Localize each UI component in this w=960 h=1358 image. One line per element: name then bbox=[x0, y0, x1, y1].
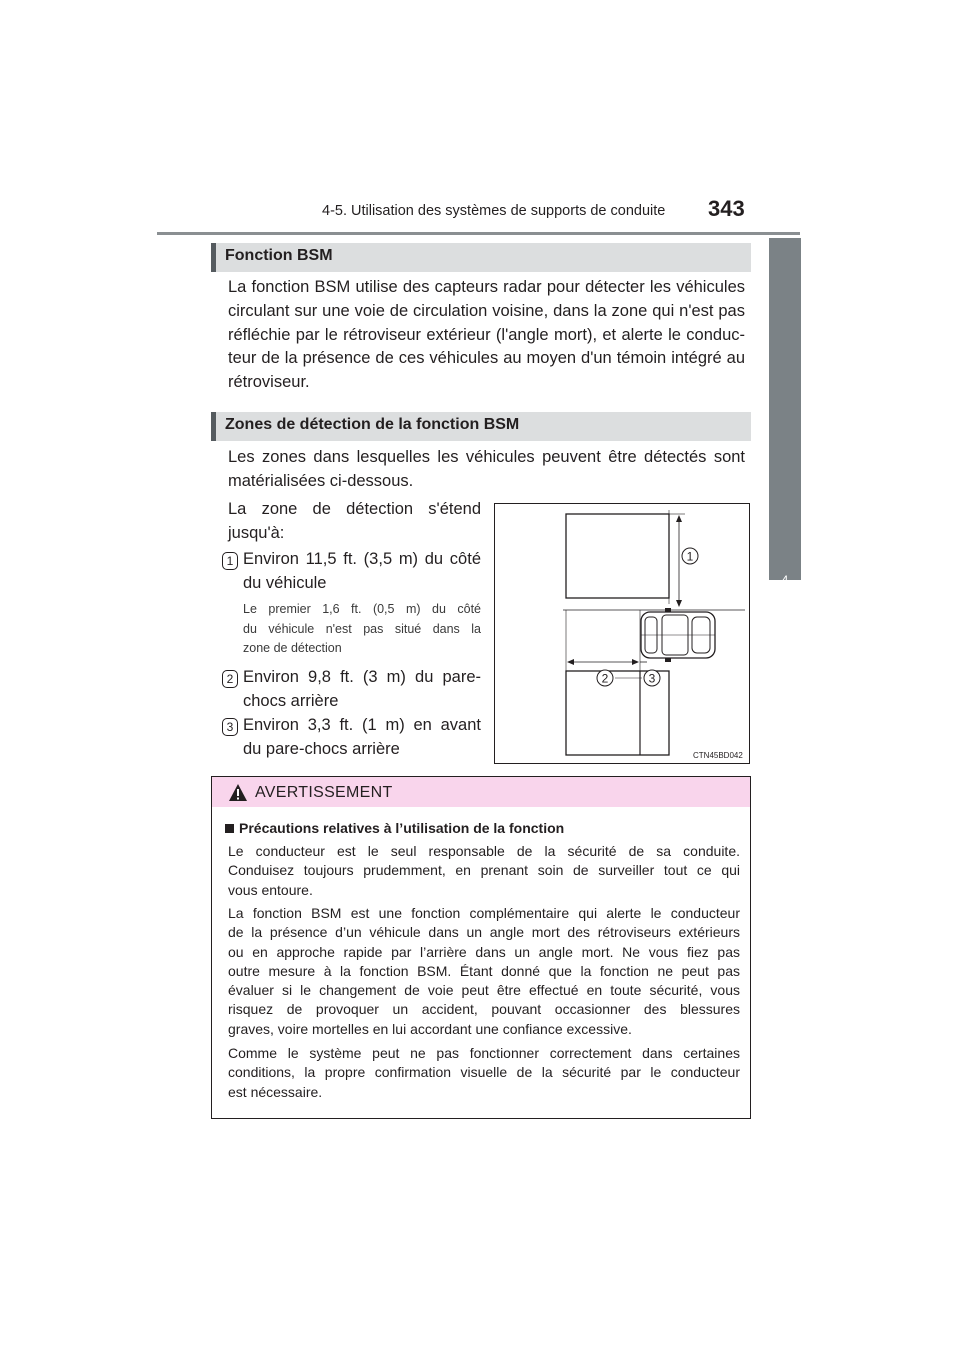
bullet-square-icon bbox=[225, 824, 234, 833]
item-number-1: 1 bbox=[222, 552, 238, 570]
header-section-title: 4-5. Utilisation des systèmes de supports de conduite bbox=[322, 203, 666, 219]
warning-triangle-icon bbox=[228, 783, 248, 802]
chapter-tab-number: 4 bbox=[781, 573, 789, 587]
warning-line: ou en approche rapide par l’arrière dans un angle mort. Ne vous fiez pas bbox=[228, 943, 740, 960]
warning-line: Comme le système peut ne pas fonctionner correctement dans certaines bbox=[228, 1045, 740, 1061]
warning-line: conditions, la propre confirmation visuelle de la sécurité par le conducteur bbox=[228, 1064, 740, 1081]
item-line: Environ 11,5 ft. (3,5 m) du côté bbox=[243, 550, 481, 568]
dimension-2-arrow-left bbox=[567, 659, 574, 665]
warning-line: est nécessaire. bbox=[228, 1083, 323, 1100]
warning-paragraph-2 bbox=[228, 904, 740, 1039]
paragraph-line: Les zones dans lesquelles les véhicules peuvent être détectés sont bbox=[228, 448, 745, 466]
warning-line: Conduisez toujours prudemment, en prenant soin de surveiller tout ce qui bbox=[228, 862, 740, 879]
dimension-2-arrow-right bbox=[632, 659, 639, 665]
warning-line: évaluer si le changement de voie peut être effectué en toute sécurité, vous bbox=[228, 982, 740, 999]
item-2-text bbox=[243, 666, 481, 713]
warning-title: AVERTISSEMENT bbox=[255, 784, 393, 801]
note-line: zone de détection bbox=[243, 641, 342, 655]
section2-intro bbox=[228, 446, 745, 494]
item-number-2: 2 bbox=[222, 670, 238, 688]
warning-line: risquez de provoquer un accident, pouvant occasionner des blessures bbox=[228, 1001, 740, 1018]
warning-line: de la présence d’un véhicule dans un angle mort des rétroviseurs extérieurs bbox=[228, 924, 740, 941]
diagram-code: CTN45BD042 bbox=[693, 751, 743, 760]
callout-2-label: 2 bbox=[601, 671, 609, 686]
item-line: du pare-chocs arrière bbox=[243, 739, 400, 758]
paragraph-line: rétroviseur. bbox=[228, 373, 310, 392]
detection-range-intro bbox=[228, 498, 481, 545]
paragraph-line: jusqu'à: bbox=[228, 523, 285, 542]
item-1-note bbox=[243, 600, 481, 659]
dimension-1-arrow-bottom bbox=[676, 600, 682, 607]
note-line: Le premier 1,6 ft. (0,5 m) du côté bbox=[243, 602, 481, 616]
warning-paragraph-1 bbox=[228, 842, 740, 900]
warning-paragraph-3 bbox=[228, 1044, 740, 1102]
warning-line: vous entoure. bbox=[228, 881, 313, 898]
warning-line: La fonction BSM est une fonction complémentaire qui alerte le conducteur bbox=[228, 905, 740, 921]
section-heading-label: Zones de détection de la fonction BSM bbox=[225, 416, 520, 433]
item-line: Environ 9,8 ft. (3 m) du pare- bbox=[243, 668, 481, 686]
section-heading-bsm bbox=[211, 243, 751, 272]
item-line: chocs arrière bbox=[243, 691, 339, 710]
upper-zone-rect bbox=[566, 514, 669, 598]
warning-line: outre mesure à la fonction BSM. Étant donné que la fonction ne peut pas bbox=[228, 962, 740, 979]
chapter-side-tab[interactable] bbox=[769, 238, 801, 580]
section-heading-accent bbox=[211, 412, 216, 441]
warning-line: graves, voire mortelles en lui accordant une confiance excessive. bbox=[228, 1020, 632, 1037]
warning-subtitle bbox=[225, 820, 564, 836]
page-number: 343 bbox=[708, 196, 745, 221]
paragraph-line: teur de la présence de ces véhicules au moyen d'un témoin intégré au bbox=[228, 349, 745, 368]
car-top-view bbox=[641, 608, 715, 662]
section-heading-zones bbox=[211, 412, 751, 441]
paragraph-line: La fonction BSM utilise des capteurs radar pour détecter les véhicules bbox=[228, 278, 745, 296]
callout-1-label: 1 bbox=[686, 549, 694, 564]
dimension-1-arrow-top bbox=[676, 515, 682, 522]
paragraph-line: La zone de détection s'étend bbox=[228, 500, 481, 518]
item-number-3: 3 bbox=[222, 718, 238, 736]
section1-paragraph bbox=[228, 276, 745, 395]
item-line: du véhicule bbox=[243, 573, 327, 592]
warning-line: Le conducteur est le seul responsable de la sécurité de sa conduite. bbox=[228, 843, 740, 859]
header-rule bbox=[157, 232, 800, 235]
detection-zone-diagram bbox=[494, 503, 750, 764]
callout-3 bbox=[644, 670, 660, 686]
item-1-text bbox=[243, 548, 481, 595]
callout-3-label: 3 bbox=[648, 671, 656, 686]
paragraph-line: matérialisées ci-dessous. bbox=[228, 471, 414, 490]
item-line: Environ 3,3 ft. (1 m) en avant bbox=[243, 716, 481, 734]
chapter-tab-label: Conduite bbox=[777, 601, 793, 654]
warning-subtitle-text: Précautions relatives à l’utilisation de la fonction bbox=[239, 820, 565, 836]
paragraph-line: réfléchie par le rétroviseur extérieur (l'angle mort), et alerte le conduc- bbox=[228, 325, 745, 344]
section-heading-label: Fonction BSM bbox=[225, 247, 333, 264]
callout-1 bbox=[682, 548, 698, 564]
paragraph-line: circulant sur une voie de circulation voisine, dans la zone qui n'est pas bbox=[228, 301, 745, 320]
detection-zone-svg bbox=[495, 504, 749, 763]
note-line: du véhicule n'est pas situé dans la bbox=[243, 621, 481, 636]
item-3-text bbox=[243, 714, 481, 761]
callout-2 bbox=[597, 670, 613, 686]
section-heading-accent bbox=[211, 243, 216, 272]
